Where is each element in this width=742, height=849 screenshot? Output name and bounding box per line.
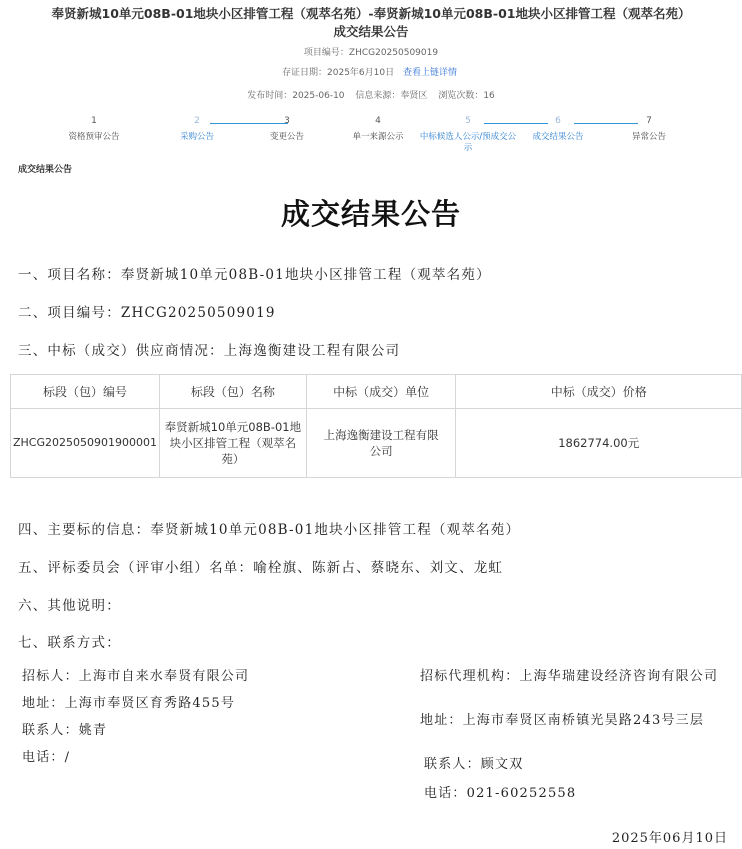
step-label: 异常公告	[631, 132, 666, 142]
result-table	[10, 374, 742, 478]
page-title	[0, 5, 742, 41]
step-label: 资格预审公告	[68, 132, 120, 142]
project-number-label: 项目编号：	[303, 48, 349, 58]
col-header-lot-name: 标段（包）名称	[160, 375, 307, 409]
cert-date-label: 存证日期：	[282, 68, 328, 78]
step-3[interactable]	[235, 114, 339, 143]
col-header-price: 中标（成交）价格	[456, 375, 742, 409]
step-number: 6	[555, 116, 561, 126]
project-number: ZHCG20250509019	[348, 48, 439, 58]
agency-address: 地址：上海市奉贤区南桥镇光昊路243号三层	[420, 713, 705, 728]
cell-lot-number: ZHCG2025050901900001	[11, 409, 160, 478]
step-label: 中标候选人公示/预成交公示	[419, 132, 517, 153]
source-label: 信息来源：	[355, 91, 401, 101]
item-other: 六、其他说明：	[18, 598, 121, 614]
page-title-line2: 成交结果公告	[333, 24, 409, 39]
step-number: 5	[465, 116, 471, 126]
step-label: 成交结果公告	[532, 132, 584, 142]
agency-contact: 联系人：顾文双	[424, 757, 524, 772]
chain-detail-link[interactable]: 查看上链详情	[402, 68, 457, 78]
item-project-name: 一、项目名称：奉贤新城10单元08B-01地块小区排管工程（观萃名苑）	[18, 267, 491, 283]
notice-title: 成交结果公告	[280, 197, 461, 231]
step-5[interactable]	[416, 114, 520, 154]
step-6[interactable]	[506, 114, 610, 143]
section-label: 成交结果公告	[18, 165, 73, 175]
source-value: 奉贤区	[400, 91, 428, 101]
buyer-phone: 电话：/	[22, 750, 71, 765]
buyer-address: 地址：上海市奉贤区育秀路455号	[22, 696, 236, 711]
cert-date: 2025年6月10日	[327, 68, 395, 78]
step-1[interactable]	[42, 114, 146, 143]
step-label: 单一来源公示	[352, 132, 404, 142]
publish-label: 发布时间：	[247, 91, 293, 101]
item-main-subject: 四、主要标的信息：奉贤新城10单元08B-01地块小区排管工程（观萃名苑）	[18, 522, 521, 538]
table-row	[11, 409, 742, 478]
step-number: 1	[91, 116, 97, 126]
col-header-winner: 中标（成交）单位	[306, 375, 456, 409]
step-7[interactable]	[597, 114, 701, 143]
step-number: 7	[646, 116, 652, 126]
buyer-contact: 联系人：姚青	[22, 723, 108, 738]
step-4[interactable]	[326, 114, 430, 143]
item-contact: 七、联系方式：	[18, 635, 121, 651]
page-title-line1: 奉贤新城10单元08B-01地块小区排管工程（观萃名苑）-奉贤新城10单元08B-01地块小区排管工程（观萃名苑）	[51, 6, 691, 21]
cell-lot-name: 奉贤新城10单元08B-01地块小区排管工程（观萃名苑）	[160, 409, 307, 478]
step-number: 4	[375, 116, 381, 126]
agency-phone: 电话：021-60252558	[424, 786, 577, 801]
step-number: 2	[194, 116, 200, 126]
step-number: 3	[284, 116, 290, 126]
project-number-row	[0, 45, 742, 58]
buyer-name: 招标人：上海市自来水奉贤有限公司	[22, 669, 250, 684]
item-committee: 五、评标委员会（评审小组）名单：喻栓旗、陈新占、蔡晓东、刘文、龙虹	[18, 560, 504, 576]
step-label: 变更公告	[269, 132, 304, 142]
table-header-row	[11, 375, 742, 409]
cell-price: 1862774.00元	[456, 409, 742, 478]
step-2[interactable]	[145, 114, 249, 143]
cell-winner: 上海逸衡建设工程有限公司	[306, 409, 456, 478]
item-supplier: 三、中标（成交）供应商情况：上海逸衡建设工程有限公司	[18, 343, 401, 359]
item-project-number: 二、项目编号：ZHCG20250509019	[18, 305, 276, 321]
publish-info-row	[0, 88, 742, 101]
col-header-lot-number: 标段（包）编号	[11, 375, 160, 409]
agency-name: 招标代理机构：上海华瑞建设经济咨询有限公司	[420, 669, 719, 684]
step-label: 采购公告	[179, 132, 214, 142]
views-label: 浏览次数：	[438, 91, 484, 101]
certificate-row	[0, 65, 742, 78]
process-steps	[38, 114, 718, 164]
footer-date: 2025年06月10日	[611, 831, 728, 846]
publish-date: 2025-06-10	[292, 91, 345, 101]
views-count: 16	[483, 91, 495, 101]
